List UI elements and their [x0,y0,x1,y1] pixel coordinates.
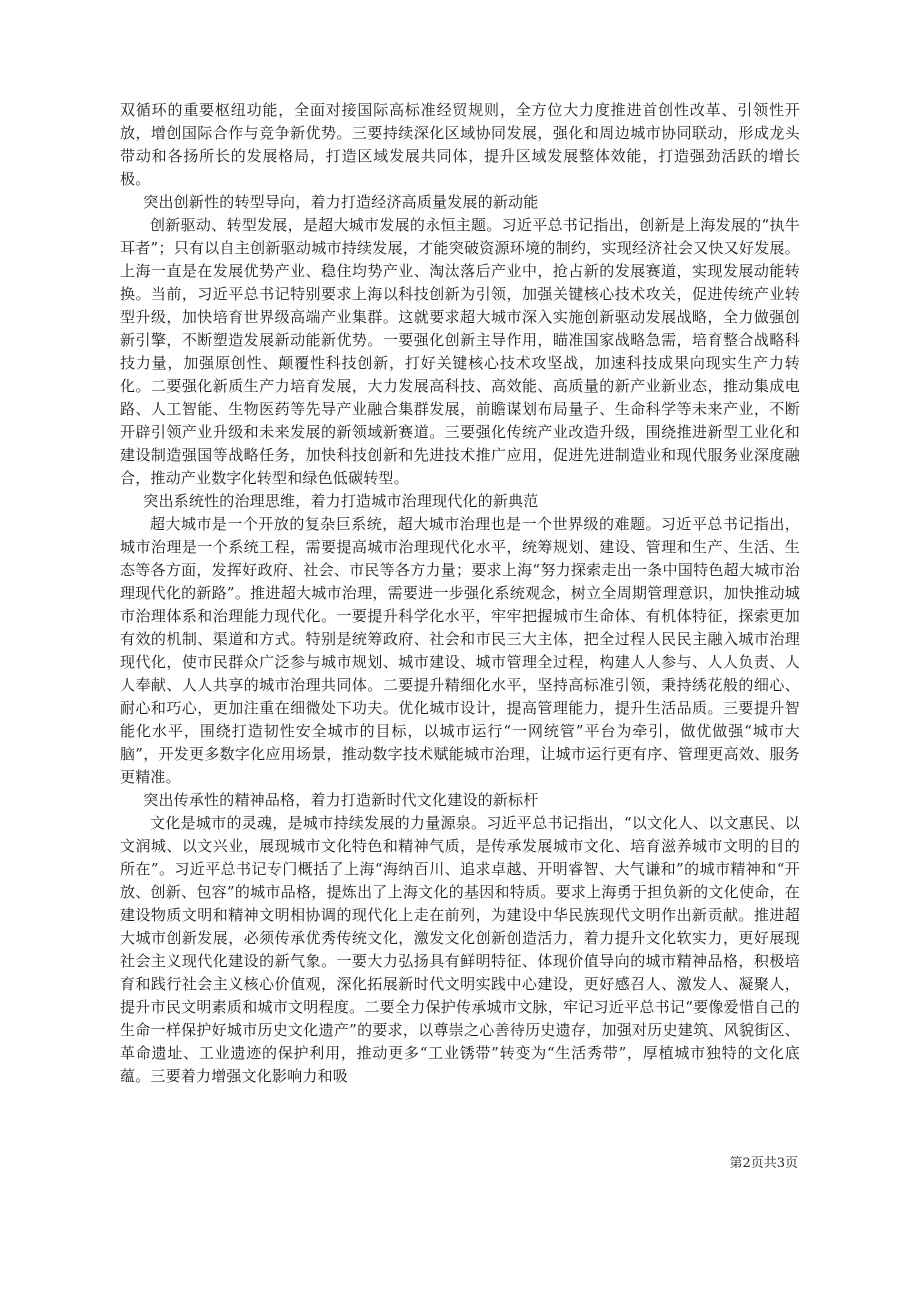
document-page [120,99,800,1088]
section-heading-governance: 突出系统性的治理思维，着力打造城市治理现代化的新典范 [143,492,539,510]
page-number-footer: 第2页共3页 [729,1156,798,1171]
section-heading-innovation: 突出创新性的转型导向，着力打造经济高质量发展的新动能 [143,193,539,211]
section-heading-culture: 突出传承性的精神品格，着力打造新时代文化建设的新标杆 [143,791,539,809]
paragraph-continued: 双循环的重要枢纽功能，全面对接国际高标准经贸规则，全方位大力度推进首创性改革、引领性开放，增创国际合作与竞争新优势。三要持续深化区域协同发展，强化和周边城市协同联动，形成龙头带动和各扬所长的发展格局，打造区域发展共同体，提升区域发展整体效能，打造强劲活跃的增长极。 [120,101,800,188]
paragraph-governance: 超大城市是一个开放的复杂巨系统，超大城市治理也是一个世界级的难题。习近平总书记指出，城市治理是一个系统工程，需要提高城市治理现代化水平，统筹规划、建设、管理和生产、生活、生态等各方面，发挥好政府、社会、市民等各方力量；要求上海“努力探索走出一条中国特色超大城市治理现代化的新路”。推进超大城市治理，需要进一步强化系统观念，树立全周期管理意识，加快推动城市治理体系和治理能力现代化。一要提升科学化水平，牢牢把握城市生命体、有机体特征，探索更加有效的机制、渠道和方式。特别是统筹政府、社会和市民三大主体，把全过程人民民主融入城市治理现代化，使市民群众广泛参与城市规划、城市建设、城市管理全过程，构建人人参与、人人负责、人人奉献、人人共享的城市治理共同体。二要提升精细化水平，坚持高标准引领，秉持绣花般的细心、耐心和巧心，更加注重在细微处下功夫。优化城市设计，提高管理能力，提升生活品质。三要提升智能化水平，围绕打造韧性安全城市的目标，以城市运行“一网统管”平台为牵引，做优做强“城市大脑”，开发更多数字化应用场景，推动数字技术赋能城市治理，让城市运行更有序、管理更高效、服务更精准。 [120,515,800,786]
paragraph-innovation: 创新驱动、转型发展，是超大城市发展的永恒主题。习近平总书记指出，创新是上海发展的“执牛耳者”；只有以自主创新驱动城市持续发展，才能突破资源环境的制约，实现经济社会又快又好发展。上海一直是在发展优势产业、稳住均势产业、淘汰落后产业中，抢占新的发展赛道，实现发展动能转换。当前，习近平总书记特别要求上海以科技创新为引领，加强关键核心技术攻关，促进传统产业转型升级，加快培育世界级高端产业集群。这就要求超大城市深入实施创新驱动发展战略，全力做强创新引擎，不断塑造发展新动能新优势。一要强化创新主导作用，瞄准国家战略急需，培育整合战略科技力量，加强原创性、颠覆性科技创新，打好关键核心技术攻坚战，加速科技成果向现实生产力转化。二要强化新质生产力培育发展，大力发展高科技、高效能、高质量的新产业新业态，推动集成电路、人工智能、生物医药等先导产业融合集群发展，前瞻谋划布局量子、生命科学等未来产业，不断开辟引领产业升级和未来发展的新领域新赛道。三要强化传统产业改造升级，围绕推进新型工业化和建设制造强国等战略任务，加快科技创新和先进技术推广应用，促进先进制造业和现代服务业深度融合，推动产业数字化转型和绿色低碳转型。 [120,216,800,487]
paragraph-culture: 文化是城市的灵魂，是城市持续发展的力量源泉。习近平总书记指出，“以文化人、以文惠民、以文润城、以文兴业，展现城市文化特色和精神气质，是传承发展城市文化、培育滋养城市文明的目的所在”。习近平总书记专门概括了上海“海纳百川、追求卓越、开明睿智、大气谦和”的城市精神和“开放、创新、包容”的城市品格，提炼出了上海文化的基因和特质。要求上海勇于担负新的文化使命，在建设物质文明和精神文明相协调的现代化上走在前列，为建设中华民族现代文明作出新贡献。推进超大城市创新发展，必须传承优秀传统文化，激发文化创新创造活力，着力提升文化软实力，更好展现社会主义现代化建设的新气象。一要大力弘扬具有鲜明特征、体现价值导向的城市精神品格，积极培育和践行社会主义核心价值观，深化拓展新时代文明实践中心建设，更好感召人、激发人、凝聚人，提升市民文明素质和城市文明程度。二要全力保护传承城市文脉，牢记习近平总书记“要像爱惜自己的生命一样保护好城市历史文化遗产”的要求，以尊崇之心善待历史遗存，加强对历史建筑、风貌街区、革命遗址、工业遗迹的保护利用，推动更多“工业锈带”转变为“生活秀带”，厚植城市独特的文化底蕴。三要着力增强文化影响力和吸 [120,814,800,1085]
